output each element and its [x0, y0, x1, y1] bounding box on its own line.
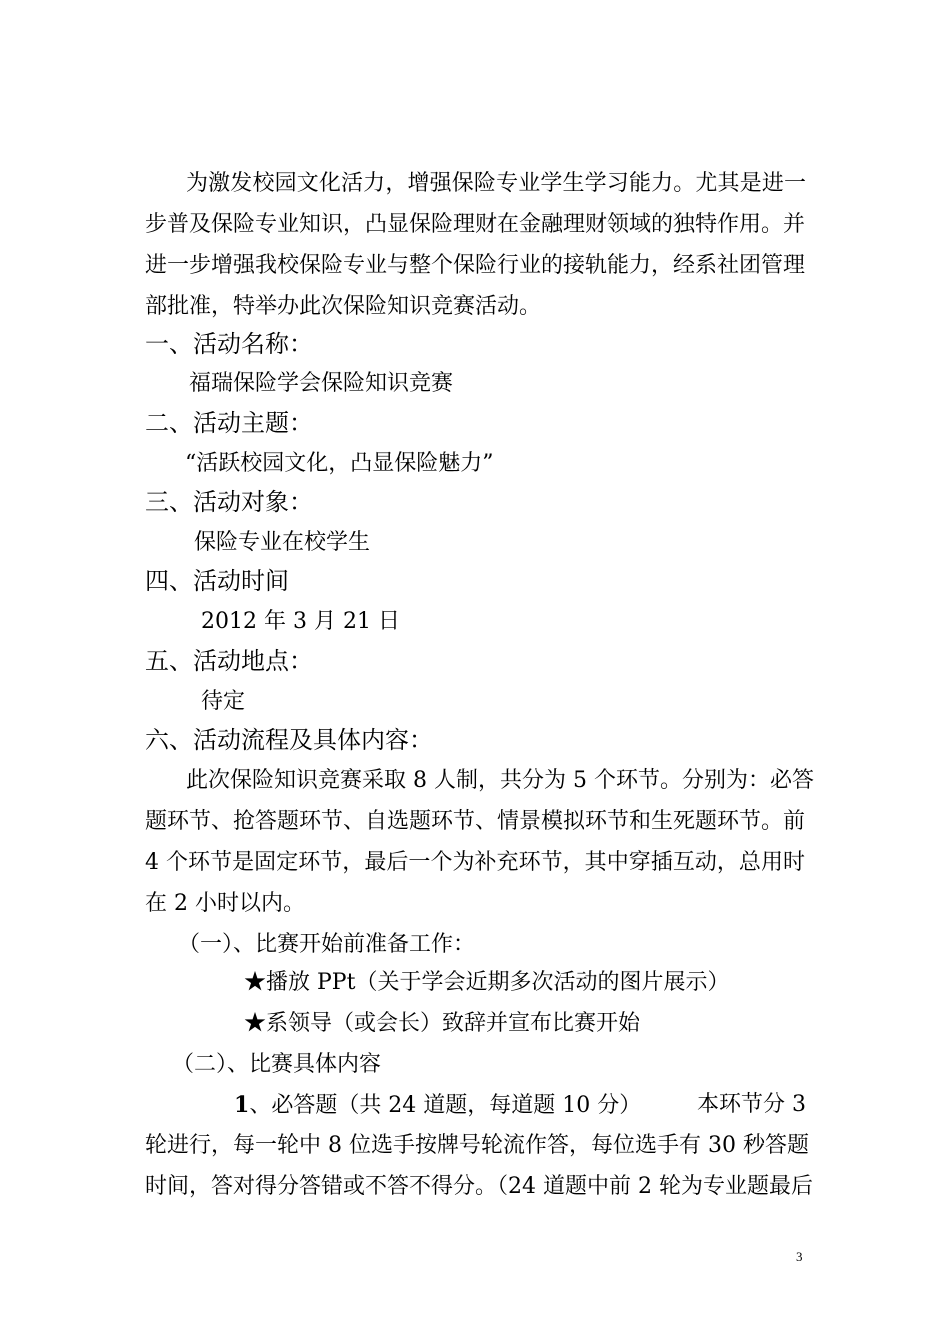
section-4-body: 2012 年 3 月 21 日 [201, 609, 400, 634]
intro-line-1: 为激发校园文化活力，增强保险专业学生学习能力。尤其是进一 [186, 171, 806, 196]
intro-line-2: 步普及保险专业知识，凸显保险理财在金融理财领域的独特作用。并 [145, 212, 806, 237]
contest-item-1-number: 1 [234, 1092, 250, 1118]
section-3-body: 保险专业在校学生 [194, 530, 371, 555]
section-1-body: 福瑞保险学会保险知识竞赛 [189, 371, 454, 396]
contest-line-3: 时间，答对得分答错或不答不得分。（24 道题中前 2 轮为专业题最后 [145, 1174, 813, 1199]
section-1-heading: 一、活动名称： [145, 330, 313, 358]
prep-item-2: ★系领导（或会长）致辞并宣布比赛开始 [244, 1011, 641, 1036]
process-line-3: 4 个环节是固定环节，最后一个为补充环节，其中穿插互动，总用时 [145, 850, 805, 875]
section-5-heading: 五、活动地点： [145, 647, 313, 675]
page-number: 3 [796, 1249, 803, 1264]
prep-heading: （一）、比赛开始前准备工作： [178, 932, 476, 957]
intro-line-3: 进一步增强我校保险专业与整个保险行业的接轨能力，经系社团管理 [145, 253, 806, 278]
process-line-2: 题环节、抢答题环节、自选题环节、情景模拟环节和生死题环节。前 [145, 809, 806, 834]
section-2-body: “活跃校园文化，凸显保险魅力” [185, 451, 494, 476]
process-line-1: 此次保险知识竞赛采取 8 人制，共分为 5 个环节。分别为：必答 [186, 768, 814, 793]
contest-item-1-title [234, 1090, 641, 1121]
prep-item-1: ★播放 PPt（关于学会近期多次活动的图片展示） [244, 970, 730, 995]
section-4-heading: 四、活动时间 [145, 567, 289, 595]
section-3-heading: 三、活动对象： [145, 488, 313, 516]
contest-line-2: 轮进行，每一轮中 8 位选手按牌号轮流作答，每位选手有 30 秒答题 [145, 1133, 809, 1158]
section-2-heading: 二、活动主题： [145, 409, 313, 437]
process-line-4: 在 2 小时以内。 [145, 891, 305, 916]
intro-line-4: 部批准，特举办此次保险知识竞赛活动。 [145, 294, 542, 319]
section-6-heading: 六、活动流程及具体内容： [145, 726, 433, 754]
section-5-body: 待定 [201, 689, 246, 714]
contest-item-1-label: 、必答题（共 24 道题，每道题 10 分） [249, 1093, 642, 1118]
contest-item-1-trail: 本环节分 3 [697, 1092, 806, 1117]
contest-heading: （二）、比赛具体内容 [172, 1052, 382, 1077]
